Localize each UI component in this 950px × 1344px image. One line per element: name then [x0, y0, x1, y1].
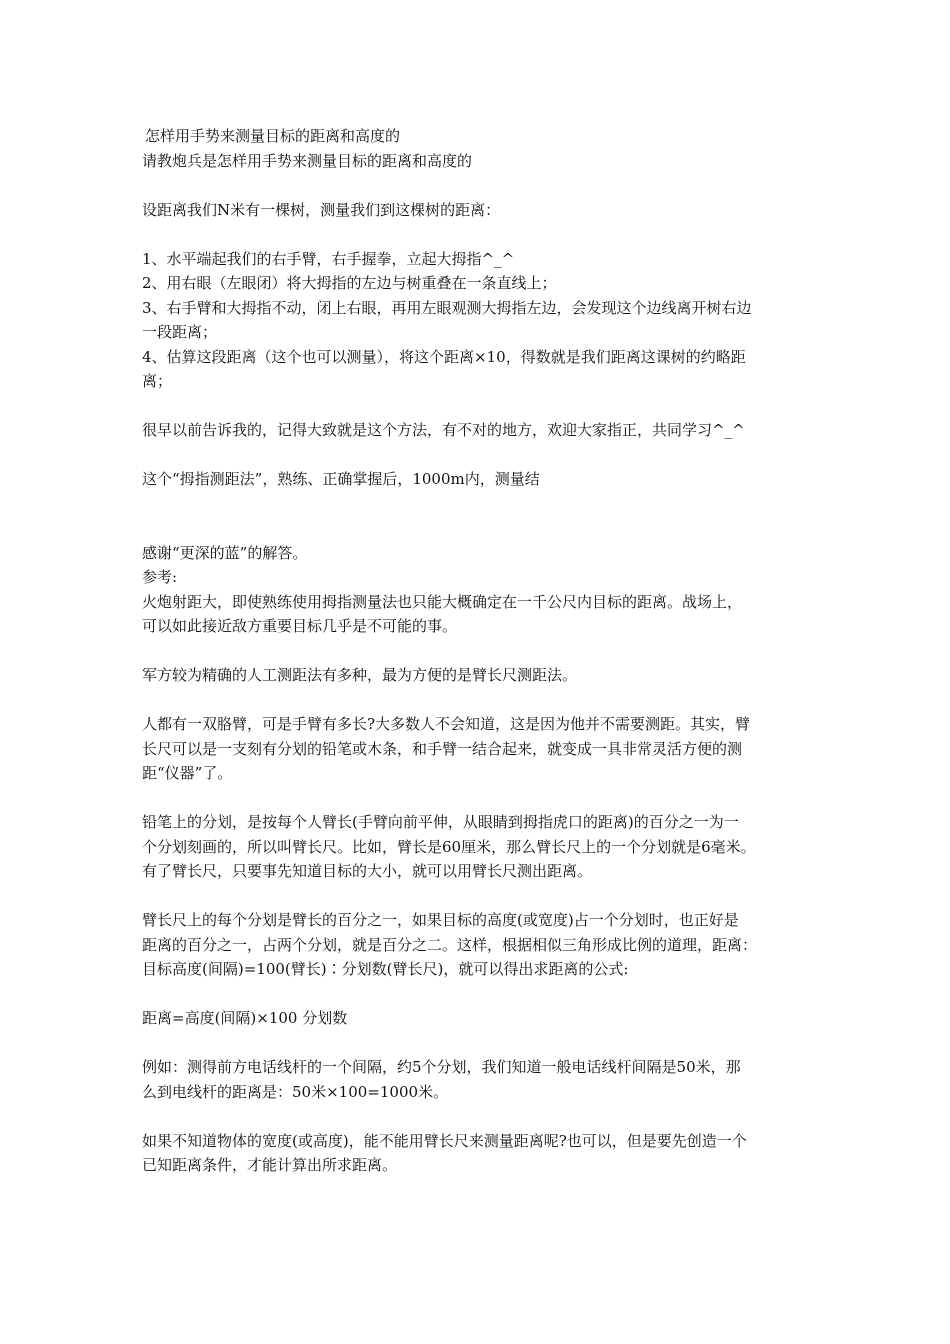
- formula-line: 距离=高度(间隔)×100 分划数: [142, 1009, 348, 1027]
- paragraph-line: 目标高度(间隔)=100(臂长)∶分划数(臂长尺)，就可以得出求距离的公式:: [142, 960, 629, 978]
- paragraph-line: 可以如此接近敌方重要目标几乎是不可能的事。: [142, 617, 458, 635]
- step-line: 离；: [142, 372, 173, 390]
- thanks-line: 感谢“更深的蓝”的解答。: [142, 543, 308, 562]
- paragraph-line: 火炮射距大，即使熟练使用拇指测量法也只能大概确定在一千公尺内目标的距离。战场上，: [142, 592, 743, 611]
- paragraph-line: 距“仪器”了。: [142, 764, 233, 782]
- reference-label: 参考:: [142, 568, 178, 586]
- paragraph-line: 人都有一双胳臂，可是手臂有多长?大多数人不会知道，这是因为他并不需要测距。其实，臂: [142, 715, 751, 733]
- paragraph-line: 已知距离条件，才能计算出所求距离。: [142, 1156, 398, 1174]
- step-line: 3、右手臂和大拇指不动，闭上右眼，再用左眼观测大拇指左边，会发现这个边线离开树右边: [142, 298, 752, 317]
- document-subtitle: 请教炮兵是怎样用手势来测量目标的距离和高度的: [142, 151, 473, 170]
- step-line: 2、用右眼（左眼闭）将大拇指的左边与树重叠在一条直线上；: [142, 274, 557, 292]
- document-body: [142, 124, 812, 1178]
- thumb-method-paragraph: 这个“拇指测距法”，熟练、正确掌握后，1000m内，测量结: [142, 470, 540, 488]
- paragraph-line: 铅笔上的分划，是按每个人臂长(手臂向前平伸，从眼睛到拇指虎口的距离)的百分之一为一: [142, 813, 739, 831]
- paragraph-line: 例如：测得前方电话线杆的一个间隔，约5个分划，我们知道一般电话线杆间隔是50米，那: [142, 1058, 741, 1076]
- paragraph-line: 如果不知道物体的宽度(或高度)，能不能用臂长尺来测量距离呢?也可以，但是要先创造一个: [142, 1131, 747, 1150]
- step-line: 4、估算这段距离（这个也可以测量），将这个距离×10，得数就是我们距离这课树的约略距: [142, 347, 746, 366]
- note-paragraph: 很早以前告诉我的，记得大致就是这个方法，有不对的地方，欢迎大家指正，共同学习^_^: [142, 421, 745, 439]
- step-line: 一段距离；: [142, 323, 218, 341]
- step-line: 1、水平端起我们的右手臂，右手握拳，立起大拇指^_^: [142, 249, 515, 268]
- paragraph-line: 有了臂长尺，只要事先知道目标的大小，就可以用臂长尺测出距离。: [142, 862, 593, 880]
- intro-paragraph: 设距离我们N米有一棵树，测量我们到这棵树的距离：: [142, 200, 501, 219]
- paragraph-line: 距离的百分之一，占两个分划，就是百分之二。这样，根据相似三角形成比例的道理，距离：: [142, 935, 758, 954]
- paragraph-line: 个分划刻画的，所以叫臂长尺。比如，臂长是60厘米，那么臂长尺上的一个分划就是6毫米。: [142, 837, 756, 856]
- paragraph-line: 么到电线杆的距离是：50米×100=1000米。: [142, 1082, 449, 1101]
- paragraph-line: 臂长尺上的每个分划是臂长的百分之一，如果目标的高度(或宽度)占一个分划时，也正好是: [142, 911, 739, 929]
- paragraph-line: 长尺可以是一支刻有分划的铅笔或木条，和手臂一结合起来，就变成一具非常灵活方便的测: [142, 739, 743, 758]
- document-title: 怎样用手势来测量目标的距离和高度的: [145, 127, 401, 145]
- paragraph-line: 军方较为精确的人工测距法有多种，最为方便的是臂长尺测距法。: [142, 666, 578, 684]
